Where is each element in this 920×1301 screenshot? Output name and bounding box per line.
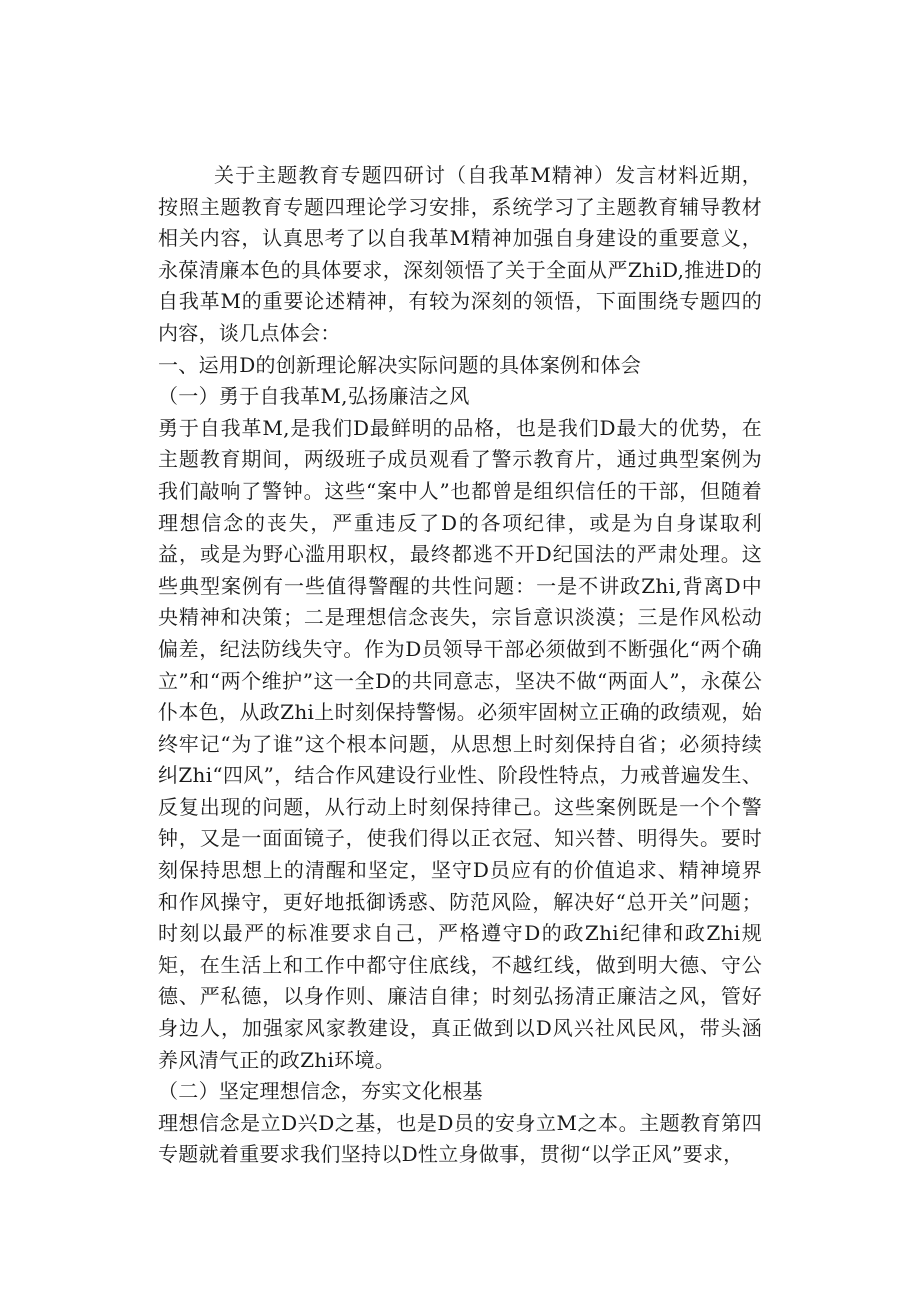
intro-paragraph: 关于主题教育专题四研讨（自我革M精神）发言材料近期，按照主题教育专题四理论学习安排，系统学习了主题教育辅导教材相关内容，认真思考了以自我革M精神加强自身建设的重要意义，永葆清廉本色的具体要求，深刻领悟了关于全面从严ZhiD,推进D的自我革M的重要论述精神，有较为深刻的领悟，下面围绕专题四的内容，谈几点体会：: [158, 163, 762, 345]
subsection-body-1: 勇于自我革M,是我们D最鲜明的品格，也是我们D最大的优势，在主题教育期间，两级班子成员观看了警示教育片，通过典型案例为我们敲响了警钟。这些“案中人”也都曾是组织信任的干部，但随着理想信念的丧失，严重违反了D的各项纪律，或是为自身谋取利益，或是为野心滥用职权，最终都逃不开D纪国法的严肃处理。这些典型案例有一些值得警醒的共性问题：一是不讲政Zhi,背离D中央精神和决策；二是理想信念丧失，宗旨意识淡漠；三是作风松动偏差，纪法防线失守。作为D员领导干部必须做到不断强化“两个确立”和“两个维护”这一全D的共同意志，坚决不做“两面人”，永葆公仆本色，从政Zhi上时刻保持警惕。必须牢固树立正确的政绩观，始终牢记“为了谁”这个根本问题，从思想上时刻保持自省；必须持续纠Zhi“四风”，结合作风建设行业性、阶段性特点，力戒普遍发生、反复出现的问题，从行动上时刻保持律己。这些案例既是一个个警钟，又是一面面镜子，使我们得以正衣冠、知兴替、明得失。要时刻保持思想上的清醒和坚定，坚守D员应有的价值追求、精神境界和作风操守，更好地抵御诱惑、防范风险，解决好“总开关”问题；时刻以最严的标准要求自己，严格遵守D的政Zhi纪律和政Zhi规矩，在生活上和工作中都守住底线，不越红线，做到明大德、守公德、严私德，以身作则、廉洁自律；时刻弘扬清正廉洁之风，管好身边人，加强家风家教建设，真正做到以D风兴社风民风，带头涵养风清气正的政Zhi环境。: [158, 415, 762, 1072]
subsection-heading-2: （二）坚定理想信念，夯实文化根基: [158, 1079, 483, 1104]
section-heading-1: 一、运用D的创新理论解决实际问题的具体案例和体会: [158, 352, 642, 377]
subsection-body-2: 理想信念是立D兴D之基，也是D员的安身立M之本。主题教育第四专题就着重要求我们坚持以D性立身做事，贯彻“以学正风”要求，: [158, 1110, 762, 1167]
document-page: [158, 160, 762, 1171]
subsection-heading-1: （一）勇于自我革M,弘扬廉洁之风: [158, 384, 470, 409]
